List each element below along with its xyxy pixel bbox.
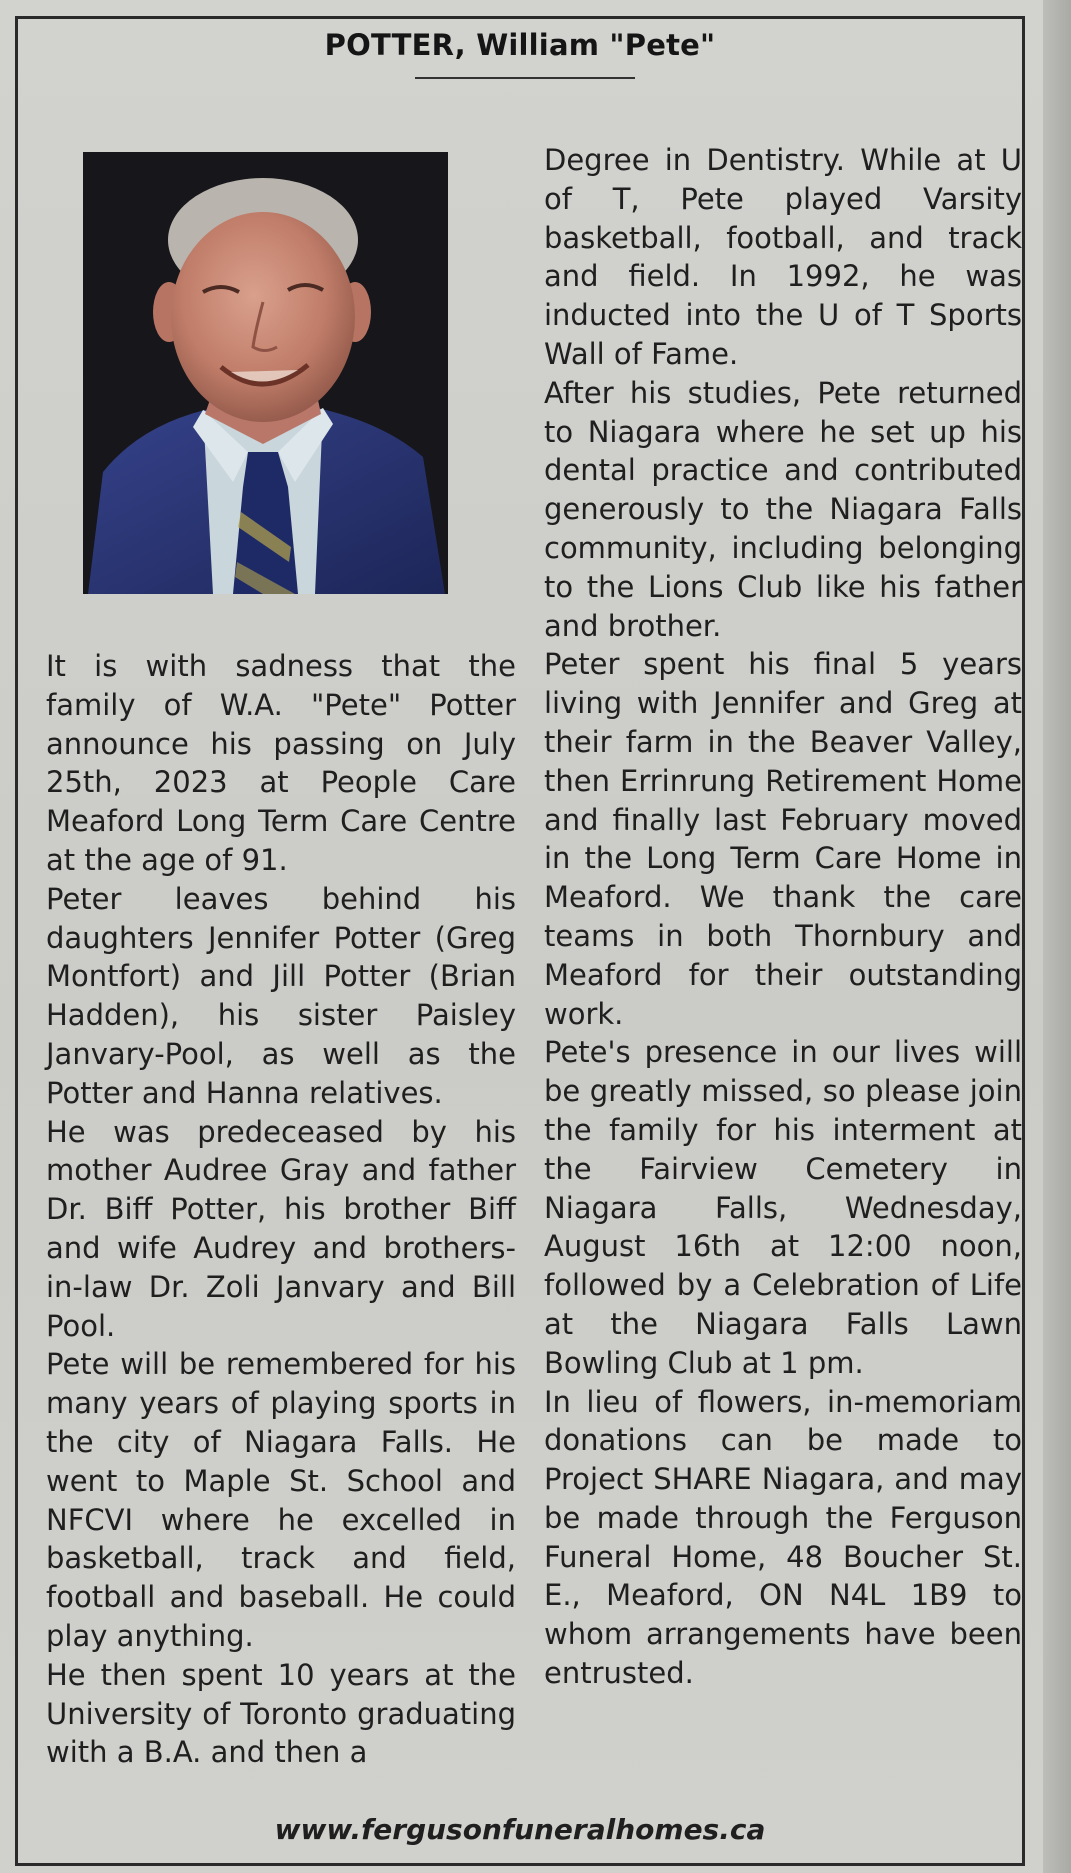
- portrait-photo: [83, 152, 448, 594]
- page-edge: [1043, 0, 1071, 1873]
- paragraph-survivors: Peter leaves behind his daughters Jennifer Potter (Greg Montfort) and Jill Potter (Brian Hadden), his sister Paisley Janvary-Pool, as well as the Potter and Hanna relatives.: [46, 881, 516, 1110]
- obituary-left-column: [46, 647, 516, 1772]
- paragraph-practice: After his studies, Pete returned to Niagara where he set up his dental practice and contributed generously to the Niagara Falls community, including belonging to the Lions Club like his father and brother.: [544, 375, 1022, 643]
- portrait-illustration: [83, 152, 448, 594]
- obituary-title: POTTER, William "Pete": [324, 28, 716, 62]
- title-underline: [415, 77, 635, 79]
- paragraph-announcement: It is with sadness that the family of W.A. "Pete" Potter announce his passing on July 25th, 2023 at People Care Meaford Long Term Care Centre at the age of 91.: [46, 649, 516, 877]
- paragraph-predeceased: He was predeceased by his mother Audree Gray and father Dr. Biff Potter, his brother Biff and wife Audrey and brothers-in-law Dr. Zoli Janvary and Bill Pool.: [46, 1114, 516, 1343]
- funeral-home-website: www.fergusonfuneralhomes.ca: [274, 1813, 766, 1846]
- paragraph-final-years: Peter spent his final 5 years living with Jennifer and Greg at their farm in the Beaver Valley, then Errinrung Retirement Home and finally last February moved in the Long Term Care Home in Meaford. We thank the care teams in both Thornbury and Meaford for their outstanding work.: [544, 647, 1022, 1031]
- paragraph-donations: In lieu of flowers, in-memoriam donations can be made to Project SHARE Niagara, and may be made through the Ferguson Funeral Home, 48 Boucher St. E., Meaford, ON N4L 1B9 to whom arrangements have been entrusted.: [544, 1384, 1022, 1691]
- paragraph-sports: Pete will be remembered for his many years of playing sports in the city of Niagara Falls. He went to Maple St. School and NFCVI where he excelled in basketball, track and field, football and baseball. He could play anything.: [46, 1347, 516, 1653]
- paragraph-education: He then spent 10 years at the University of Toronto graduating with a B.A. and then a: [46, 1657, 516, 1770]
- obituary-right-column: [544, 141, 1022, 1693]
- paragraph-dentistry: Degree in Dentistry. While at U of T, Pete played Varsity basketball, football, and track and field. In 1992, he was inducted into the U of T Sports Wall of Fame.: [544, 143, 1022, 371]
- paragraph-interment: Pete's presence in our lives will be greatly missed, so please join the family for his interment at the Fairview Cemetery in Niagara Falls, Wednesday, August 16th at 12:00 noon, followed by a Celebration of Life at the Niagara Falls Lawn Bowling Club at 1 pm.: [544, 1035, 1022, 1380]
